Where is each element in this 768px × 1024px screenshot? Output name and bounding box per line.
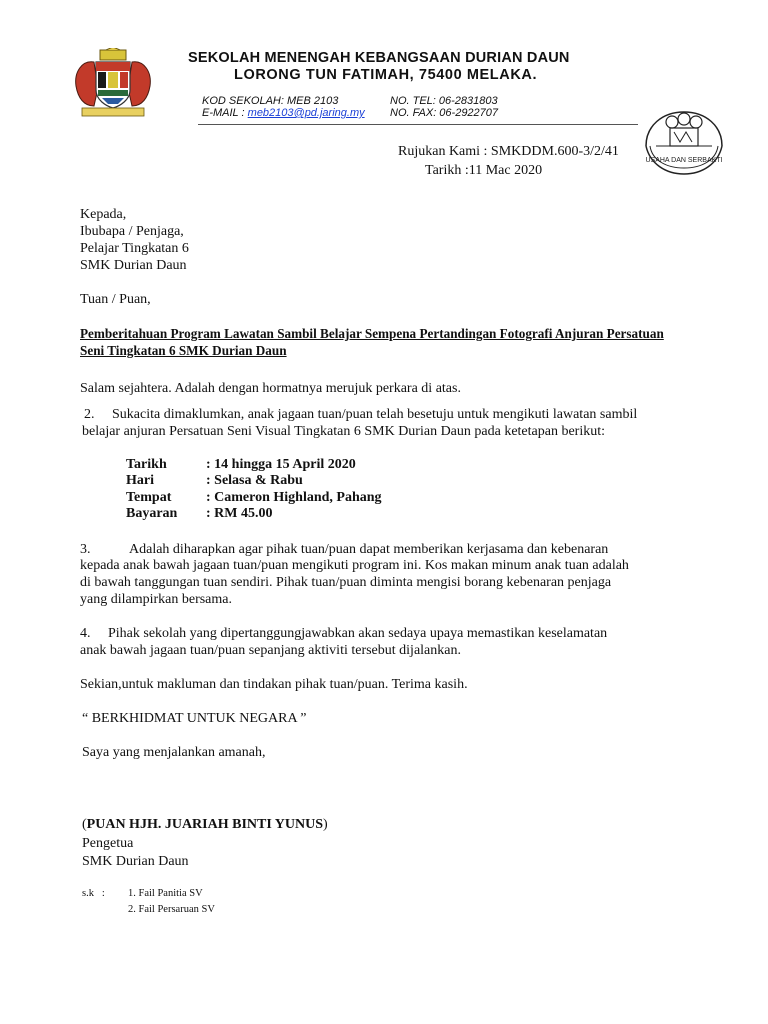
- subject-line-2: Seni Tingkatan 6 SMK Durian Daun: [80, 343, 287, 358]
- signatory-school: SMK Durian Daun: [82, 854, 189, 869]
- recipient-line-4: SMK Durian Daun: [80, 258, 187, 273]
- paragraph-3-line-4: yang dilampirkan bersama.: [80, 592, 233, 607]
- email-line: [202, 107, 365, 119]
- cc-item-1: 1. Fail Panitia SV: [128, 888, 203, 899]
- detail-value: : Selasa & Rabu: [206, 473, 303, 488]
- cc-label: s.k :: [82, 888, 105, 899]
- detail-label: Tarikh: [126, 457, 167, 472]
- amanah-line: Saya yang menjalankan amanah,: [82, 745, 266, 760]
- email-link[interactable]: meb2103@pd.jaring.my: [247, 107, 365, 119]
- school-fax: NO. FAX: 06-2922707: [390, 107, 499, 119]
- paragraph-3-line-2: kepada anak bawah jagaan tuan/puan mengikuti program ini. Kos makan minum anak tuan adalah: [80, 558, 629, 573]
- school-name: SEKOLAH MENENGAH KEBANGSAAN DURIAN DAUN: [188, 50, 570, 66]
- signatory-close-paren: ): [323, 817, 328, 832]
- closing-line: Sekian,untuk makluman dan tindakan pihak tuan/puan. Terima kasih.: [80, 677, 468, 692]
- motto: “ BERKHIDMAT UNTUK NEGARA ”: [82, 711, 307, 726]
- paragraph-4-line-1: 4. Pihak sekolah yang dipertanggungjawabkan akan sedaya upaya memastikan keselamatan: [80, 626, 608, 641]
- paragraph-2-line-1: 2. Sukacita dimaklumkan, anak jagaan tuan/puan telah besetuju untuk mengikuti lawatan sambil: [84, 407, 638, 422]
- salutation: Tuan / Puan,: [80, 292, 151, 307]
- subject-line-1: Pemberitahuan Program Lawatan Sambil Belajar Sempena Pertandingan Fotografi Anjuran Persatuan: [80, 326, 664, 341]
- school-code: KOD SEKOLAH: MEB 2103: [202, 95, 339, 107]
- detail-row-tempat: [126, 490, 382, 506]
- paragraph-3-number: 3.: [80, 542, 91, 557]
- malaysia-coat-of-arms-logo: [72, 48, 154, 122]
- signatory-open-paren: (: [82, 817, 87, 832]
- paragraph-3-line-3: di bawah tanggungan tuan sendiri. Pihak tuan/puan diminta mengisi borang kebenaran penjaga: [80, 575, 612, 590]
- paragraph-4-line-2: anak bawah jagaan tuan/puan sepanjang aktiviti tersebut dijalankan.: [80, 643, 461, 658]
- signatory-title: Pengetua: [82, 836, 134, 851]
- detail-row-hari: [126, 473, 303, 489]
- recipient-line-1: Kepada,: [80, 207, 127, 222]
- paragraph-2-line-2: belajar anjuran Persatuan Seni Visual Tingkatan 6 SMK Durian Daun pada ketetapan berikut:: [82, 424, 606, 439]
- letter-date: Tarikh :11 Mac 2020: [425, 163, 543, 178]
- school-tel: NO. TEL: 06-2831803: [390, 95, 498, 107]
- detail-value: : 14 hingga 15 April 2020: [206, 457, 356, 472]
- paragraph-3-line-1: Adalah diharapkan agar pihak tuan/puan dapat memberikan kerjasama dan kebenaran: [129, 542, 609, 557]
- detail-label: Bayaran: [126, 506, 178, 521]
- greeting: Salam sejahtera. Adalah dengan hormatnya merujuk perkara di atas.: [80, 381, 461, 396]
- school-emblem-logo: [640, 106, 728, 178]
- detail-label: Tempat: [126, 490, 172, 505]
- school-emblem-motto: USAHA DAN SERBAKTI: [645, 157, 723, 164]
- header-divider: [198, 124, 638, 125]
- detail-value: : RM 45.00: [206, 506, 273, 521]
- reference-number: Rujukan Kami : SMKDDM.600-3/2/41: [398, 144, 619, 159]
- school-address: LORONG TUN FATIMAH, 75400 MELAKA.: [234, 67, 538, 83]
- signatory-name: [82, 816, 328, 833]
- detail-value: : Cameron Highland, Pahang: [206, 490, 382, 505]
- recipient-line-3: Pelajar Tingkatan 6: [80, 241, 189, 256]
- detail-label: Hari: [126, 473, 154, 488]
- email-label: E-MAIL :: [202, 107, 248, 119]
- signatory-name-text: PUAN HJH. JUARIAH BINTI YUNUS: [86, 817, 324, 832]
- recipient-line-2: Ibubapa / Penjaga,: [80, 224, 184, 239]
- detail-row-tarikh: [126, 457, 356, 473]
- cc-item-2: 2. Fail Persaruan SV: [128, 904, 215, 915]
- detail-row-bayaran: [126, 506, 273, 522]
